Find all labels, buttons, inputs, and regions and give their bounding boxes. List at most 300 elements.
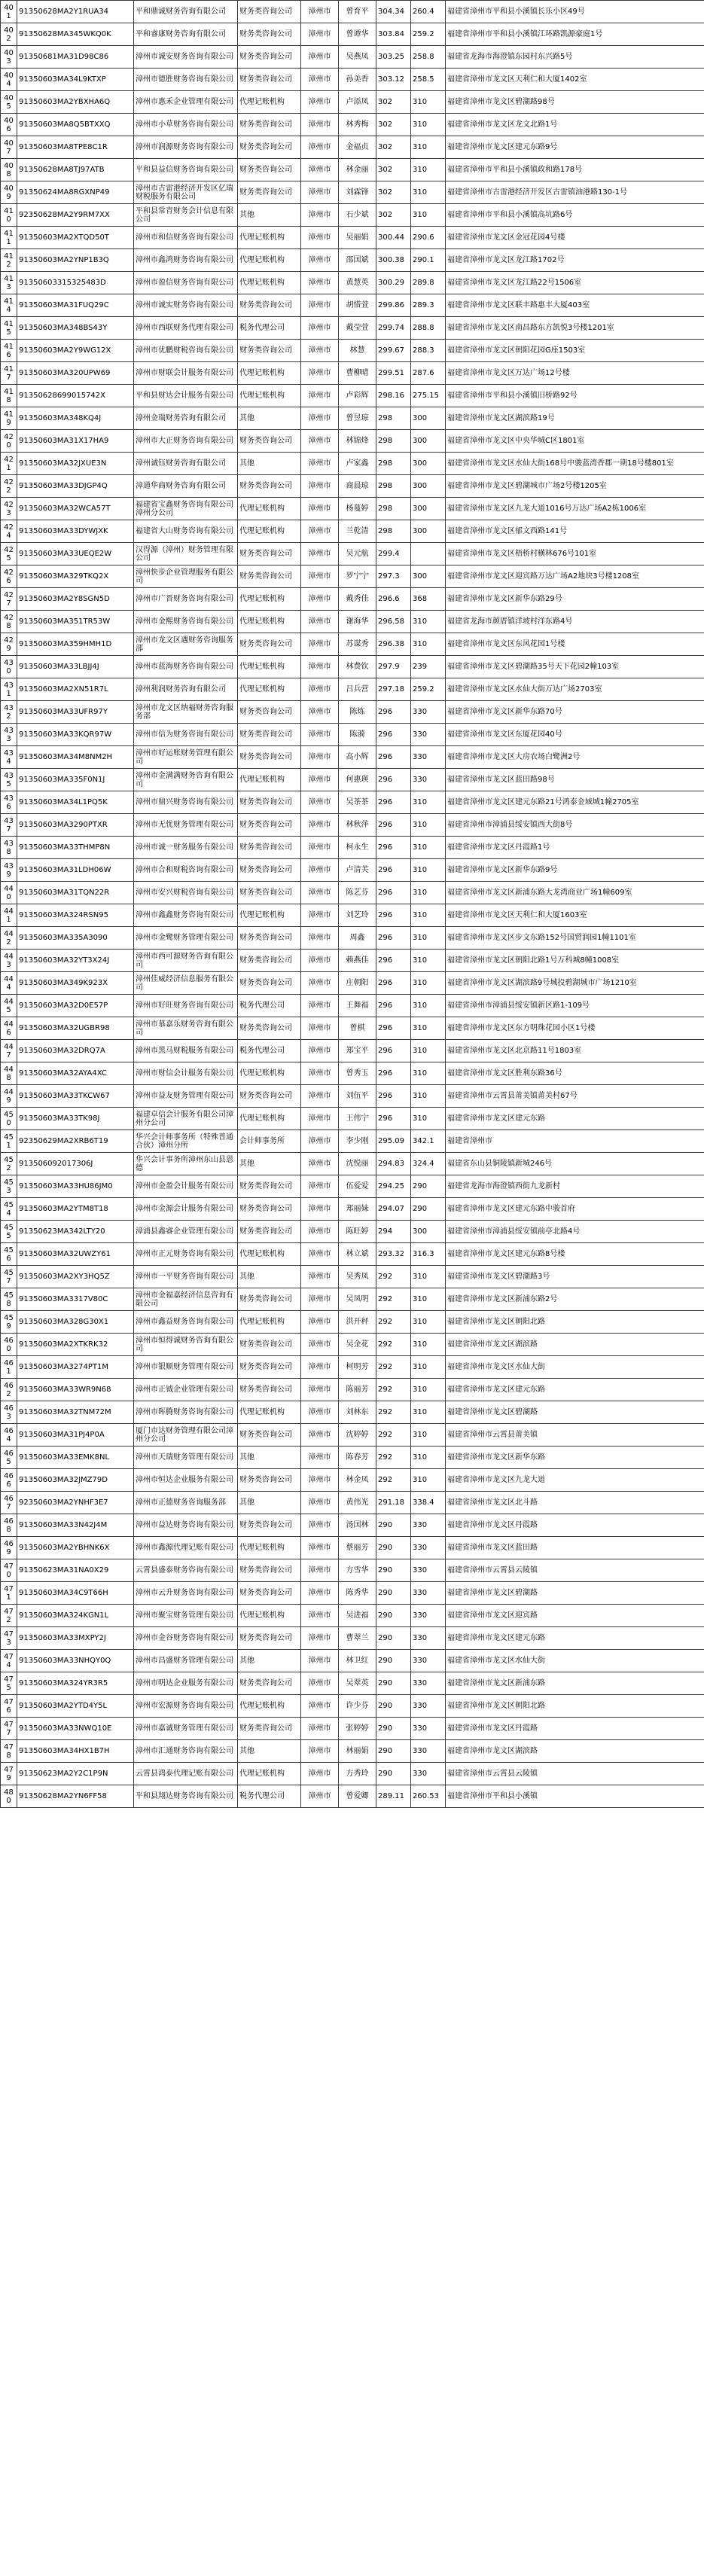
table-row [1,181,704,204]
score-a-cell: 290 [376,1740,411,1763]
address-cell: 福建省漳州市云霄县云陵镇 [446,1763,704,1785]
business-type-cell: 财务类咨询公司 [238,791,301,814]
company-name-cell: 漳州市聚宝财务管理有限公司 [134,1605,238,1627]
table-row [1,1424,704,1447]
score-b-cell: 310 [411,1379,446,1401]
score-a-cell: 296 [376,1017,411,1040]
business-type-cell: 财务类咨询公司 [238,837,301,859]
score-b-cell: 310 [411,814,446,837]
score-a-cell: 303.12 [376,69,411,91]
address-cell: 福建省漳州市龙文区水仙大街 [446,1356,704,1379]
table-row [1,746,704,769]
credit-code-cell: 91350603MA31LDH06W [17,859,134,882]
table-row [1,1785,704,1808]
credit-code-cell: 91350603MA32WCA57T [17,498,134,520]
score-b-cell: 290.6 [411,227,446,249]
region-cell: 漳州市 [301,430,339,453]
region-cell: 漳州市 [301,1311,339,1334]
business-type-cell: 财务类咨询公司 [238,1469,301,1492]
region-cell: 漳州市 [301,882,339,904]
table-row [1,701,704,724]
table-row [1,475,704,498]
company-name-cell: 漳州市金源会计服务有限公司 [134,1198,238,1221]
address-cell: 福建省漳州市龙文区大房农场白鹭洲2号 [446,746,704,769]
credit-code-cell: 91350603MA324YR3R5 [17,1672,134,1695]
table-row [1,272,704,294]
address-cell: 福建省漳州市龙文区丹霞路 [446,1514,704,1537]
credit-code-cell: 91350603MA33NHQY0Q [17,1650,134,1672]
row-index-cell: 417 [1,362,17,385]
business-type-cell: 税务代理公司 [238,317,301,340]
address-cell: 福建省漳州市龙文区朝阳北路 [446,1311,704,1334]
score-a-cell: 297.9 [376,656,411,678]
company-name-cell: 漳州市晖腾财务咨询有限公司 [134,1401,238,1424]
address-cell: 福建省漳州市龙文区水仙大街万达广场2703室 [446,678,704,701]
company-name-cell: 漳州市广晋财务咨询有限公司 [134,588,238,611]
address-cell: 福建省漳州市龙文区碧湖城市广场2号楼1205室 [446,475,704,498]
row-index-cell: 454 [1,1198,17,1221]
region-cell: 漳州市 [301,520,339,543]
score-a-cell: 298 [376,475,411,498]
score-a-cell: 296 [376,950,411,972]
credit-code-cell: 92350603MA2YNHF3E7 [17,1492,134,1514]
company-name-cell: 漳州市鑫源代理记账有限公司 [134,1537,238,1559]
row-index-cell: 475 [1,1672,17,1695]
score-a-cell: 292 [376,1288,411,1311]
address-cell: 福建省漳州市龙文区北斗路 [446,1492,704,1514]
business-type-cell: 代理记账机构 [238,1695,301,1718]
business-type-cell: 其他 [238,1650,301,1672]
table-row [1,1582,704,1605]
company-name-cell: 平和县益信财务咨询有限公司 [134,159,238,181]
business-type-cell: 其他 [238,407,301,430]
legal-person-cell: 卢家鑫 [339,453,376,475]
score-a-cell: 292 [376,1424,411,1447]
company-name-cell: 漳州市慕嘉乐财务咨询有限公司 [134,1017,238,1040]
region-cell: 漳州市 [301,1627,339,1650]
table-row [1,1,704,23]
address-cell: 福建省漳州市龙文区梧桥村横林676号101室 [446,543,704,566]
score-b-cell: 290 [411,1175,446,1198]
row-index-cell: 414 [1,294,17,317]
business-type-cell: 代理记账机构 [238,227,301,249]
credit-code-cell: 91350623MA342LTY20 [17,1221,134,1243]
table-row [1,23,704,46]
region-cell: 漳州市 [301,1334,339,1356]
business-type-cell: 财务类咨询公司 [238,181,301,204]
address-cell: 福建省漳州市云霄县莆美镇莆美村67号 [446,1085,704,1108]
score-a-cell: 296.6 [376,588,411,611]
table-row [1,972,704,995]
credit-code-cell: 91350681MA31D98C86 [17,46,134,69]
table-row [1,633,704,656]
table-row [1,294,704,317]
credit-code-cell: 91350603MA31FUQ29C [17,294,134,317]
business-type-cell: 财务类咨询公司 [238,294,301,317]
score-b-cell: 310 [411,882,446,904]
region-cell: 漳州市 [301,1718,339,1740]
legal-person-cell: 陈秀华 [339,1582,376,1605]
table-row [1,724,704,746]
address-cell: 福建省漳州市龙文区湖滨路9号城投碧湖城市广场1210室 [446,972,704,995]
legal-person-cell: 林费钦 [339,656,376,678]
business-type-cell: 代理记账机构 [238,1763,301,1785]
credit-code-cell: 91350603MA32UGBR98 [17,1017,134,1040]
region-cell: 漳州市 [301,1424,339,1447]
score-b-cell: 310 [411,1108,446,1130]
address-cell: 福建省漳州市平和县小溪镇江环路凯源豪庭1号 [446,23,704,46]
company-name-cell: 漳州市龙文区遇财务咨询服务部 [134,633,238,656]
table-row [1,1650,704,1672]
table-row [1,1243,704,1266]
score-b-cell: 310 [411,1447,446,1469]
address-cell: 福建省漳州市龙文区东风花园1号楼 [446,633,704,656]
row-index-cell: 478 [1,1740,17,1763]
table-row [1,46,704,69]
credit-code-cell: 91350603MA34L1PQ5K [17,791,134,814]
region-cell: 漳州市 [301,249,339,272]
score-a-cell: 300.44 [376,227,411,249]
score-b-cell: 310 [411,159,446,181]
business-type-cell: 财务类咨询公司 [238,1085,301,1108]
address-cell: 福建省漳州市龙文区水仙大街168号中骏蓝湾香郡一期18号楼801室 [446,453,704,475]
address-cell: 福建省漳州市龙文区湖滨路 [446,1740,704,1763]
score-b-cell: 300 [411,1221,446,1243]
region-cell: 漳州市 [301,407,339,430]
row-index-cell: 434 [1,746,17,769]
credit-code-cell: 91350603MA34M8NM2H [17,746,134,769]
legal-person-cell: 林丽娟 [339,1740,376,1763]
business-type-cell: 代理记账机构 [238,1537,301,1559]
address-cell: 福建省漳州市龙文区北京路11号1803室 [446,1040,704,1062]
legal-person-cell: 卢添凤 [339,91,376,114]
legal-person-cell: 邵国斌 [339,249,376,272]
region-cell: 漳州市 [301,385,339,407]
table-row [1,678,704,701]
company-name-cell: 漳州金瑞财务咨询有限公司 [134,407,238,430]
region-cell: 漳州市 [301,1740,339,1763]
legal-person-cell: 金福贞 [339,136,376,159]
table-row [1,249,704,272]
score-a-cell: 296 [376,1062,411,1085]
address-cell: 福建省东山县铜陵镇新城246号 [446,1153,704,1175]
region-cell: 漳州市 [301,272,339,294]
region-cell: 漳州市 [301,566,339,588]
address-cell: 福建省漳州市龙文区东方明珠花园小区1号楼 [446,1017,704,1040]
score-a-cell: 299.51 [376,362,411,385]
legal-person-cell: 林慧 [339,340,376,362]
business-type-cell: 税务代理公司 [238,1785,301,1808]
row-index-cell: 430 [1,656,17,678]
credit-code-cell: 91350603MA32TNM72M [17,1401,134,1424]
region-cell: 漳州市 [301,701,339,724]
business-type-cell: 财务类咨询公司 [238,1175,301,1198]
legal-person-cell: 林金丽 [339,159,376,181]
row-index-cell: 428 [1,611,17,633]
address-cell: 福建省漳州市龙文区建元东路9号 [446,136,704,159]
table-row [1,927,704,950]
row-index-cell: 447 [1,1040,17,1062]
score-b-cell: 310 [411,136,446,159]
business-type-cell: 财务类咨询公司 [238,1379,301,1401]
legal-person-cell: 林秋萍 [339,814,376,837]
business-type-cell: 代理记账机构 [238,1311,301,1334]
region-cell: 漳州市 [301,837,339,859]
business-type-cell: 其他 [238,1266,301,1288]
region-cell: 漳州市 [301,1763,339,1785]
table-row [1,91,704,114]
region-cell: 漳州市 [301,814,339,837]
address-cell: 福建省漳州市龙文区东厦花园40号 [446,724,704,746]
table-row [1,791,704,814]
score-a-cell: 303.84 [376,23,411,46]
address-cell: 福建省漳州市龙文区朝阳花园G座1503室 [446,340,704,362]
credit-code-cell: 91350603MA33DYWJXK [17,520,134,543]
region-cell: 漳州市 [301,769,339,791]
credit-code-cell: 91350603MA2YBXHA6Q [17,91,134,114]
legal-person-cell: 曾昱琼 [339,407,376,430]
score-b-cell: 310 [411,611,446,633]
region-cell: 漳州市 [301,475,339,498]
row-index-cell: 460 [1,1334,17,1356]
business-type-cell: 财务类咨询公司 [238,701,301,724]
company-name-cell: 漳州市鑫鑫财务咨询有限公司 [134,904,238,927]
score-a-cell: 300.38 [376,249,411,272]
row-index-cell: 456 [1,1243,17,1266]
table-row [1,136,704,159]
row-index-cell: 427 [1,588,17,611]
table-row [1,204,704,227]
company-name-cell: 漳州市德胜财务咨询有限公司 [134,69,238,91]
business-type-cell: 财务类咨询公司 [238,46,301,69]
company-name-cell: 漳州快步企业管理服务有限公司 [134,566,238,588]
table-row [1,882,704,904]
table-row [1,1175,704,1198]
score-a-cell: 290 [376,1627,411,1650]
business-type-cell: 财务类咨询公司 [238,1221,301,1243]
legal-person-cell: 吴丽娟 [339,227,376,249]
score-a-cell: 292 [376,1356,411,1379]
business-type-cell: 其他 [238,1492,301,1514]
credit-code-cell: 91350603MA33MXPY2J [17,1627,134,1650]
credit-code-cell: 91350603MA33UEQE2W [17,543,134,566]
region-cell: 漳州市 [301,1672,339,1695]
score-b-cell: 300 [411,475,446,498]
region-cell: 漳州市 [301,340,339,362]
score-a-cell: 296 [376,995,411,1017]
address-cell: 福建省漳州市龙文区碧湖路 [446,1401,704,1424]
credit-code-cell: 91350603MA348KQ4J [17,407,134,430]
row-index-cell: 437 [1,814,17,837]
row-index-cell: 423 [1,498,17,520]
row-index-cell: 451 [1,1130,17,1153]
company-name-cell: 漳州市金谷财务咨询有限公司 [134,1627,238,1650]
row-index-cell: 432 [1,701,17,724]
business-type-cell: 代理记账机构 [238,611,301,633]
credit-code-cell: 91350603MA8TPE8C1R [17,136,134,159]
company-name-cell: 漳州市金福嘉经济信息咨询有限公司 [134,1288,238,1311]
business-type-cell: 财务类咨询公司 [238,1,301,23]
company-name-cell: 漳州市安兴财税咨询有限公司 [134,882,238,904]
score-b-cell: 258.5 [411,69,446,91]
address-cell: 福建省漳州市龙文区湖滨路 [446,1334,704,1356]
table-row [1,1379,704,1401]
address-cell: 福建省漳州市龙文区步文东路152号国贸润园1幢1101室 [446,927,704,950]
table-row [1,1288,704,1311]
company-name-cell: 漳州市正元财务咨询有限公司 [134,1243,238,1266]
legal-person-cell: 许少芬 [339,1695,376,1718]
legal-person-cell: 洪开秤 [339,1311,376,1334]
credit-code-cell: 91350603MA335A3090 [17,927,134,950]
legal-person-cell: 方秀玲 [339,1763,376,1785]
company-name-cell: 漳州市龙文区纳福财务咨询服务部 [134,701,238,724]
region-cell: 漳州市 [301,294,339,317]
business-type-cell: 税务代理公司 [238,1040,301,1062]
region-cell: 漳州市 [301,1085,339,1108]
table-row [1,904,704,927]
score-b-cell: 310 [411,1040,446,1062]
credit-code-cell: 92350628MA2Y9RM7XX [17,204,134,227]
region-cell: 漳州市 [301,1288,339,1311]
address-cell: 福建省漳州市古雷港经济开发区古雷镇油港路130-1号 [446,181,704,204]
address-cell: 福建省漳州市龙文区水仙大街 [446,1650,704,1672]
table-row [1,656,704,678]
row-index-cell: 457 [1,1266,17,1288]
table-row [1,1198,704,1221]
legal-person-cell: 郑丽妹 [339,1198,376,1221]
score-b-cell: 310 [411,91,446,114]
row-index-cell: 402 [1,23,17,46]
address-cell: 福建省龙海市海澄镇东园村东兴路5号 [446,46,704,69]
table-row [1,1153,704,1175]
score-b-cell [411,543,446,566]
table-row [1,1266,704,1288]
region-cell: 漳州市 [301,1356,339,1379]
table-row [1,1672,704,1695]
company-name-cell: 漳通华商财务咨询有限公司 [134,475,238,498]
score-a-cell: 296 [376,1040,411,1062]
region-cell: 漳州市 [301,1492,339,1514]
region-cell: 漳州市 [301,46,339,69]
table-row [1,317,704,340]
credit-code-cell: 91350603MA3274PT1M [17,1356,134,1379]
company-name-cell: 漳州市诚实财务咨询有限公司 [134,294,238,317]
score-a-cell: 296.38 [376,633,411,656]
region-cell: 漳州市 [301,1153,339,1175]
address-cell: 福建省漳州市龙文区迎宾路 [446,1605,704,1627]
legal-person-cell: 石少斌 [339,204,376,227]
legal-person-cell: 陈炼 [339,701,376,724]
score-b-cell: 259.2 [411,23,446,46]
score-b-cell: 310 [411,181,446,204]
region-cell: 漳州市 [301,1130,339,1153]
row-index-cell: 406 [1,114,17,136]
legal-person-cell: 曾育平 [339,1,376,23]
region-cell: 漳州市 [301,1514,339,1537]
table-row [1,1492,704,1514]
address-cell: 福建省漳州市龙文区碧湖路35号天下花园2幢103室 [446,656,704,678]
score-b-cell: 330 [411,746,446,769]
row-index-cell: 412 [1,249,17,272]
score-b-cell: 310 [411,1334,446,1356]
company-name-cell: 平和县常青财务会计信息有限公司 [134,204,238,227]
address-cell: 福建省漳州市龙文区新浦东路2号 [446,1288,704,1311]
table-row [1,1718,704,1740]
score-b-cell: 330 [411,769,446,791]
credit-code-cell: 91350628MA345WKQ0K [17,23,134,46]
row-index-cell: 443 [1,950,17,972]
table-row [1,995,704,1017]
row-index-cell: 419 [1,407,17,430]
region-cell: 漳州市 [301,995,339,1017]
business-type-cell: 财务类咨询公司 [238,950,301,972]
table-row [1,1040,704,1062]
region-cell: 漳州市 [301,136,339,159]
row-index-cell: 471 [1,1582,17,1605]
company-name-cell: 漳州市优鹏财税咨询有限公司 [134,340,238,362]
region-cell: 漳州市 [301,1108,339,1130]
score-b-cell: 289.8 [411,272,446,294]
table-row [1,227,704,249]
address-cell: 福建省漳州市龙文区新华东路70号 [446,701,704,724]
address-cell: 福建省漳州市龙文区胜利东路36号 [446,1062,704,1085]
score-b-cell: 239 [411,656,446,678]
score-b-cell: 289.3 [411,294,446,317]
score-a-cell: 294.83 [376,1153,411,1175]
table-row [1,814,704,837]
address-cell: 福建省漳州市龙文区新华东路29号 [446,588,704,611]
region-cell: 漳州市 [301,746,339,769]
credit-code-cell: 91350603MA33LBJJ4J [17,656,134,678]
score-a-cell: 302 [376,204,411,227]
row-index-cell: 474 [1,1650,17,1672]
business-type-cell: 财务类咨询公司 [238,430,301,453]
credit-code-cell: 91350603MA324RSN95 [17,904,134,927]
legal-person-cell: 曹翠兰 [339,1627,376,1650]
address-cell: 福建省漳州市龙文区建元东路 [446,1627,704,1650]
credit-code-cell: 91350603MA2Y9WG12X [17,340,134,362]
company-name-cell: 漳州市金熙财务咨询有限公司 [134,611,238,633]
region-cell: 漳州市 [301,498,339,520]
credit-code-cell: 91350603MA3290PTXR [17,814,134,837]
region-cell: 漳州市 [301,950,339,972]
credit-code-cell: 91350603MA2Y8SGN5D [17,588,134,611]
row-index-cell: 463 [1,1401,17,1424]
region-cell: 漳州市 [301,1,339,23]
credit-code-cell: 91350603MA34C9T66H [17,1582,134,1605]
business-type-cell: 其他 [238,1153,301,1175]
score-b-cell: 310 [411,995,446,1017]
credit-code-cell: 91350603MA32YT3X24J [17,950,134,972]
score-a-cell: 290 [376,1605,411,1627]
company-name-cell: 漳州市正德财务咨询服务部 [134,1492,238,1514]
company-name-cell: 漳州利润财务咨询有限公司 [134,678,238,701]
region-cell: 漳州市 [301,453,339,475]
row-index-cell: 466 [1,1469,17,1492]
legal-person-cell: 刘霖锋 [339,181,376,204]
business-type-cell: 代理记账机构 [238,362,301,385]
row-index-cell: 476 [1,1695,17,1718]
company-name-cell: 漳州市合和财税咨询有限公司 [134,859,238,882]
business-type-cell: 财务类咨询公司 [238,566,301,588]
legal-person-cell: 庄朝阳 [339,972,376,995]
score-a-cell: 298 [376,520,411,543]
legal-person-cell: 胡惜萱 [339,294,376,317]
score-a-cell: 296 [376,769,411,791]
row-index-cell: 420 [1,430,17,453]
business-type-cell: 财务类咨询公司 [238,972,301,995]
company-name-cell: 平和县翔达财务咨询有限公司 [134,1785,238,1808]
